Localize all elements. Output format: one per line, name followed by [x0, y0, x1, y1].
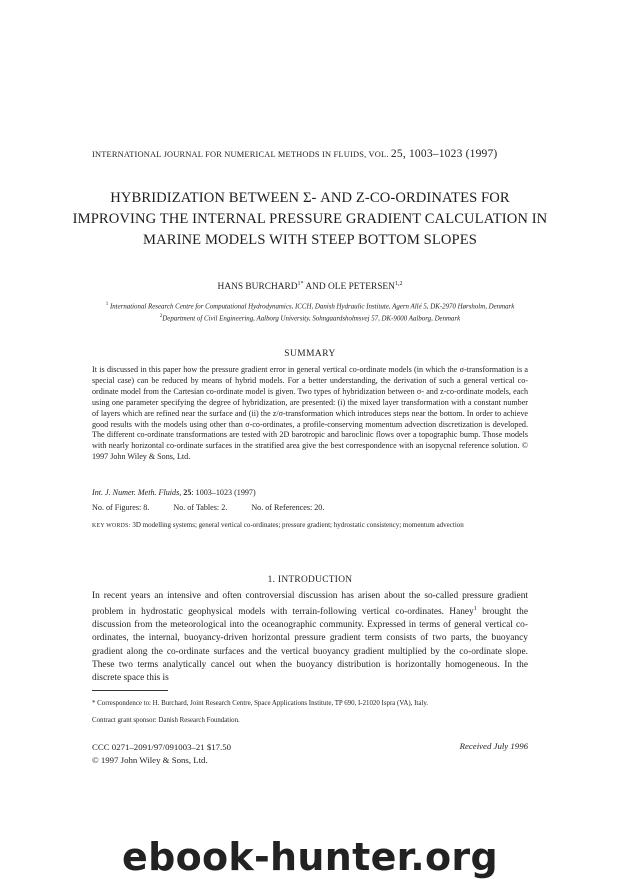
summary-heading: SUMMARY: [284, 349, 336, 359]
journal-volume: 25: [390, 148, 403, 160]
keywords-text: 3D modelling systems; general vertical co-ordinates; pressure gradient; hydrostatic consistency; momentum advection: [132, 521, 464, 529]
tables-count: No. of Tables: 2.: [173, 503, 228, 512]
affiliation-1-number: 1: [105, 302, 109, 307]
received-date: Received July 1996: [459, 741, 528, 751]
counts-line: [92, 503, 346, 512]
summary-text: It is discussed in this paper how the pressure gradient error in general vertical co-ordinate models (in which the σ-transformation is a special case) can be reduced by means of hybrid models. For a better understanding, the derivation of such a general vertical co-ordinate model from the Cartesian co-ordinate model is given. Two types of hybridization between σ- and z-co-ordinate models, each using one parameter specifying the degree of hybridization, are presented: (i) the mixed layer transformation with a constant number of layers which are refined near the surface and (ii) the z/σ-transformation which introduces steps near the bottom. In order to achieve good results with the models using other than σ-co-ordinates, a profile-conserving momentum advection discretization is developed. The different co-ordinate transformations are tested with 2D barotropic and baroclinic flows over a topographic bump. Those models with nearly horizontal co-ordinate surfaces in the stratified area give the best correspondence with an isopycnal reference solution. © 1997 John Wiley & Sons, Ltd.: [92, 365, 528, 462]
affiliation-1-text: International Research Centre for Computational Hydrodynamics, ICCH, Danish Hydraulic Institute, Agern Allé 5, DK-2970 Hørsholm, Denmark: [109, 303, 515, 311]
intro-reference-mark: 1: [473, 606, 477, 613]
author-2-mark: 1,2: [394, 281, 403, 287]
journal-pages-year: , 1003–1023 (1997): [402, 148, 498, 160]
author-1-mark: 1*: [297, 281, 304, 287]
correspondence-footnote: * Correspondence to: H. Burchard, Joint Research Centre, Space Applications Institute, TP 690, I-21020 Ispra (VA), Italy.: [92, 700, 429, 707]
references-count: No. of References: 20.: [251, 503, 325, 512]
journal-name: INTERNATIONAL JOURNAL FOR NUMERICAL METHODS IN FLUIDS, VOL.: [92, 150, 389, 159]
author-2: OLE PETERSEN: [328, 282, 395, 293]
journal-header: [92, 148, 532, 160]
footer-left: [92, 741, 231, 767]
introduction-heading: 1. INTRODUCTION: [267, 575, 353, 585]
affiliation-2: [92, 312, 528, 324]
affiliation-1: [92, 300, 528, 312]
ccc-code: CCC 0271–2091/97/091003–21 $17.50: [92, 742, 232, 752]
sponsor-footnote: Contract grant sponsor: Danish Research Foundation.: [92, 717, 240, 724]
citation-journal: Int. J. Numer. Meth. Fluids: [92, 488, 180, 497]
affiliations: [92, 300, 528, 324]
watermark: ebook-hunter.org: [122, 835, 498, 879]
intro-text-part-1: In recent years an intensive and often controversial discussion has arisen about the so-called pressure gradient problem in hydrostatic geophysical models with terrain-following vertical co-ordinates. Haney: [92, 591, 528, 618]
author-conjunction: AND: [305, 282, 326, 293]
citation-volume: 25: [183, 488, 192, 497]
author-1: HANS BURCHARD: [217, 282, 298, 293]
citation-line: Int. J. Numer. Meth. Fluids, 25: 1003–1023 (1997): [92, 488, 256, 497]
keywords: [92, 521, 528, 532]
affiliation-2-number: 2: [159, 314, 163, 320]
keywords-label: KEY WORDS:: [92, 523, 131, 529]
affiliation-2-text: Department of Civil Engineering, Aalborg University, Sohngaardsholmsvej 57, DK-9000 Aalborg, Denmark: [162, 315, 461, 323]
author-line: [60, 281, 560, 292]
introduction-text: [92, 590, 528, 685]
copyright: © 1997 John Wiley & Sons, Ltd.: [92, 755, 208, 765]
citation-pages: : 1003–1023 (1997): [191, 488, 256, 497]
intro-text-part-2: brought the discussion from the meteorological into the oceanographic community. Expressed in terms of general vertical co-ordinates, the internal, buoyancy-driven horizontal pressure gradient term consists of two parts, the buoyancy gradient along the co-ordinate surfaces and the vertical buoyancy gradient multiplied by the co-ordinate slope. These two terms analytically cancel out when the buoyancy distribution is horizontally homogeneous. In the discrete space this is: [92, 607, 528, 683]
footnote-divider: [92, 690, 168, 691]
paper-title: HYBRIDIZATION BETWEEN Σ- AND Z-CO-ORDINATES FOR IMPROVING THE INTERNAL PRESSURE GRADIENT CALCULATION IN MARINE MODELS WITH STEEP BOTTOM SLOPES: [72, 190, 548, 248]
figures-count: No. of Figures: 8.: [92, 503, 150, 512]
